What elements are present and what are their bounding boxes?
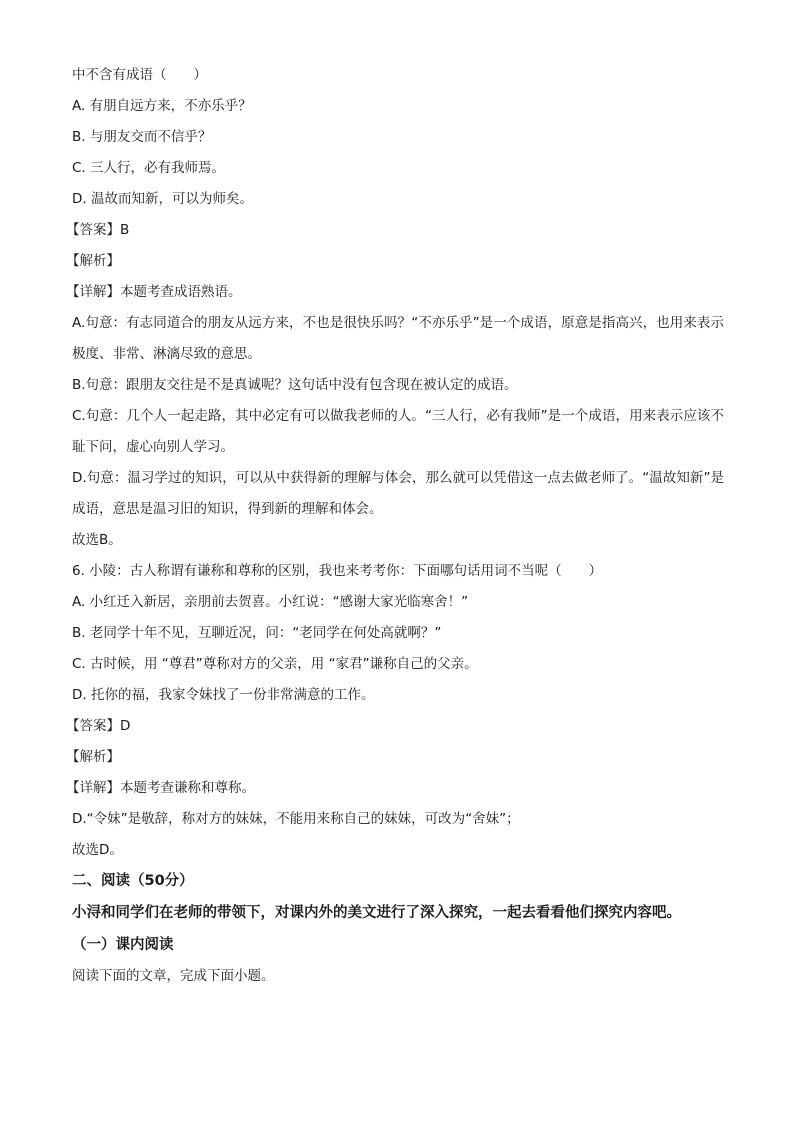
q5-stem-tail: 中不含有成语（ ） — [72, 67, 207, 83]
q5-explanation-d: D.句意：温习学过的知识，可以从中获得新的理解与体会，那么就可以凭借这一点去做老师了。“温故知新”是成语，意思是温习旧的知识，得到新的理解和体会。 — [72, 470, 724, 517]
q6-conclusion: 故选D。 — [72, 842, 123, 858]
q6-answer: 【答案】D — [66, 718, 131, 734]
q6-analysis-label: 【解析】 — [66, 749, 120, 765]
q5-answer: 【答案】B — [66, 222, 130, 238]
q5-detail: 【详解】本题考查成语熟语。 — [66, 284, 242, 300]
q5-explanation-b: B.句意：跟朋友交往是不是真诚呢？这句话中没有包含现在被认定的成语。 — [72, 377, 518, 393]
q6-option-d: D. 托你的福，我家令妹找了一份非常满意的工作。 — [72, 687, 375, 703]
q6-stem: 6. 小陵：古人称谓有谦称和尊称的区别，我也来考考你：下面哪句话用词不当呢（ ） — [72, 563, 603, 579]
q5-option-a: A. 有朋自远方来，不亦乐乎？ — [72, 98, 252, 114]
q6-explanation: D.“令妹”是敬辞，称对方的妹妹，不能用来称自己的妹妹，可改为“舍妹”； — [72, 811, 520, 827]
q5-explanation-a: A.句意：有志同道合的朋友从远方来，不也是很快乐吗？“不亦乐乎”是一个成语，原意是指高兴，也用来表示极度、非常、淋漓尽致的意思。 — [72, 315, 724, 362]
q6-detail: 【详解】本题考查谦称和尊称。 — [66, 780, 255, 796]
q5-analysis-label: 【解析】 — [66, 253, 120, 269]
q5-option-c: C. 三人行，必有我师焉。 — [72, 160, 226, 176]
document-page — [66, 60, 724, 992]
q6-option-a: A. 小红迁入新居，亲朋前去贺喜。小红说：“感谢大家光临寒舍！” — [72, 594, 469, 610]
q5-option-d: D. 温故而知新，可以为师矣。 — [72, 191, 253, 207]
q5-option-b: B. 与朋友交而不信乎？ — [72, 129, 212, 145]
q5-explanation-c: C.句意：几个人一起走路，其中必定有可以做我老师的人。“三人行，必有我师”是一个成语，用来表示应该不耻下问，虚心向别人学习。 — [72, 408, 724, 455]
section-heading: 二、阅读（50分） — [72, 873, 194, 889]
q5-conclusion: 故选B。 — [72, 532, 122, 548]
q6-option-b: B. 老同学十年不见，互聊近况，问：“老同学在何处高就啊？” — [72, 625, 442, 641]
section-intro: 小浔和同学们在老师的带领下，对课内外的美文进行了深入探究，一起去看看他们探究内容吧。 — [72, 905, 681, 921]
q6-option-c: C. 古时候，用 “尊君”尊称对方的父亲，用 “家君”谦称自己的父亲。 — [72, 656, 478, 672]
sub-section-heading: （一）课内阅读 — [72, 937, 174, 953]
reading-instruction: 阅读下面的文章，完成下面小题。 — [72, 968, 275, 984]
